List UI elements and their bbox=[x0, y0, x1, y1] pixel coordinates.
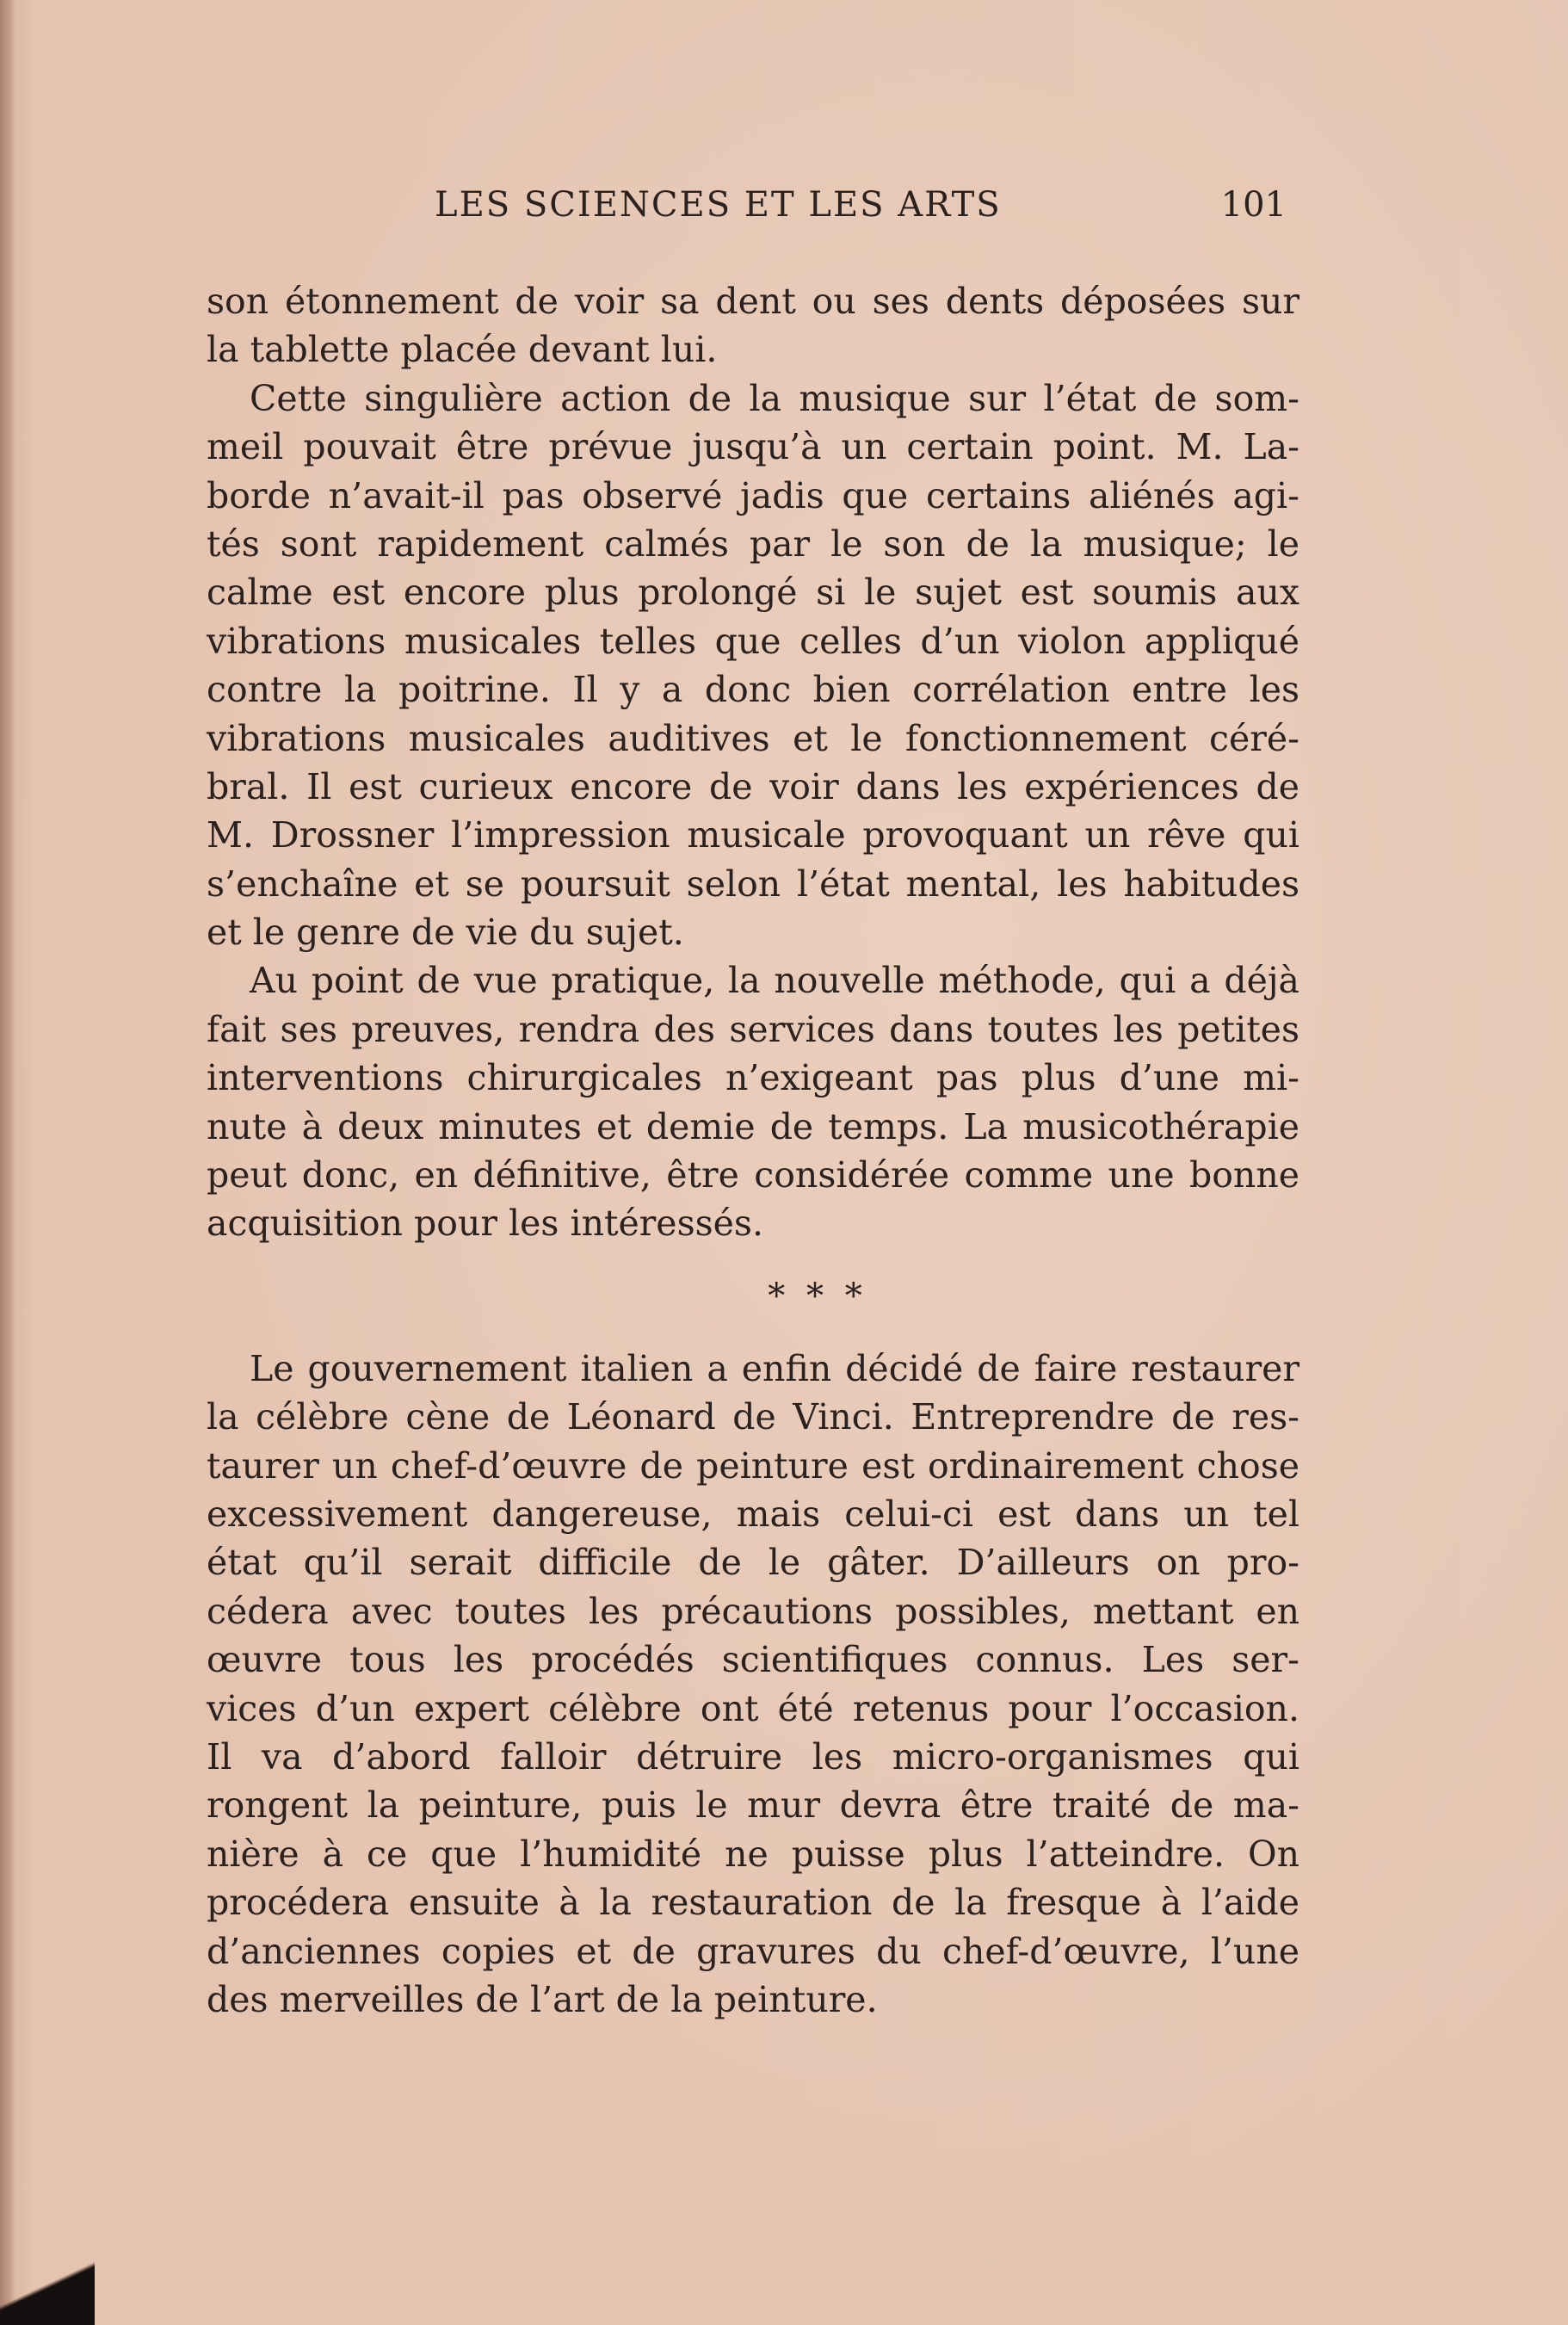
text-line: M. Drossner l’impression musicale provoquant un rêve qui bbox=[207, 814, 1299, 856]
page-header bbox=[435, 185, 1287, 237]
section-separator: * * * bbox=[768, 1276, 867, 1316]
page-number: 101 bbox=[1220, 185, 1287, 225]
binding-gutter-shadow bbox=[0, 0, 15, 2325]
text-line: rongent la peinture, puis le mur devra être traité de ma- bbox=[207, 1784, 1299, 1827]
text-line: bral. Il est curieux encore de voir dans les expériences de bbox=[207, 765, 1299, 807]
running-head: LES SCIENCES ET LES ARTS bbox=[435, 185, 1002, 225]
text-line: cédera avec toutes les précautions possibles, mettant en bbox=[207, 1590, 1299, 1632]
text-line: nière à ce que l’humidité ne puisse plus l’atteindre. On bbox=[207, 1833, 1299, 1875]
text-line: son étonnement de voir sa dent ou ses dents déposées sur bbox=[207, 281, 1299, 322]
text-line: s’enchaîne et se poursuit selon l’état mental, les habitudes bbox=[207, 863, 1299, 905]
page-corner-shadow bbox=[0, 2248, 95, 2325]
text-line: taurer un chef-d’œuvre de peinture est ordinairement chose bbox=[207, 1444, 1299, 1487]
text-line: calme est encore plus prolongé si le sujet est soumis aux bbox=[207, 572, 1299, 614]
text-line: fait ses preuves, rendra des services dans toutes les petites bbox=[207, 1008, 1299, 1050]
body-text bbox=[207, 277, 1299, 2024]
text-line: la célèbre cène de Léonard de Vinci. Entreprendre de res- bbox=[207, 1396, 1299, 1438]
text-line: Le gouvernement italien a enfin décidé de faire restaurer bbox=[250, 1347, 1299, 1389]
text-line: Au point de vue pratique, la nouvelle méthode, qui a déjà bbox=[250, 960, 1299, 1002]
text-line: Il va d’abord falloir détruire les micro-organismes qui bbox=[207, 1735, 1299, 1778]
text-line: œuvre tous les procédés scientifiques connus. Les ser- bbox=[207, 1639, 1299, 1681]
text-line: meil pouvait être prévue jusqu’à un certain point. M. La- bbox=[207, 426, 1299, 468]
text-line: et le genre de vie du sujet. bbox=[207, 912, 684, 954]
text-line: peut donc, en définitive, être considérée comme une bonne bbox=[207, 1154, 1299, 1197]
text-line: d’anciennes copies et de gravures du chef-d’œuvre, l’une bbox=[207, 1930, 1299, 1972]
text-line: acquisition pour les intéressés. bbox=[207, 1203, 763, 1245]
text-line: tés sont rapidement calmés par le son de la musique; le bbox=[207, 523, 1299, 565]
text-line: borde n’avait-il pas observé jadis que certains aliénés agi- bbox=[207, 474, 1299, 516]
text-line: des merveilles de l’art de la peinture. bbox=[207, 1978, 878, 2020]
text-line: Cette singulière action de la musique sur l’état de som- bbox=[250, 377, 1299, 419]
text-line: la tablette placée devant lui. bbox=[207, 329, 718, 371]
text-line: état qu’il serait difficile de le gâter. D’ailleurs on pro- bbox=[207, 1542, 1299, 1584]
text-line: procédera ensuite à la restauration de la fresque à l’aide bbox=[207, 1882, 1299, 1924]
text-line: vibrations musicales auditives et le fonctionnement céré- bbox=[207, 717, 1299, 759]
text-line: contre la poitrine. Il y a donc bien corrélation entre les bbox=[207, 669, 1299, 711]
text-line: vibrations musicales telles que celles d’un violon appliqué bbox=[207, 620, 1299, 662]
text-line: nute à deux minutes et demie de temps. La musicothérapie bbox=[207, 1105, 1299, 1147]
text-line: excessivement dangereuse, mais celui-ci est dans un tel bbox=[207, 1493, 1299, 1535]
text-line: interventions chirurgicales n’exigeant pas plus d’une mi- bbox=[207, 1057, 1299, 1099]
text-line: vices d’un expert célèbre ont été retenus pour l’occasion. bbox=[207, 1687, 1299, 1729]
